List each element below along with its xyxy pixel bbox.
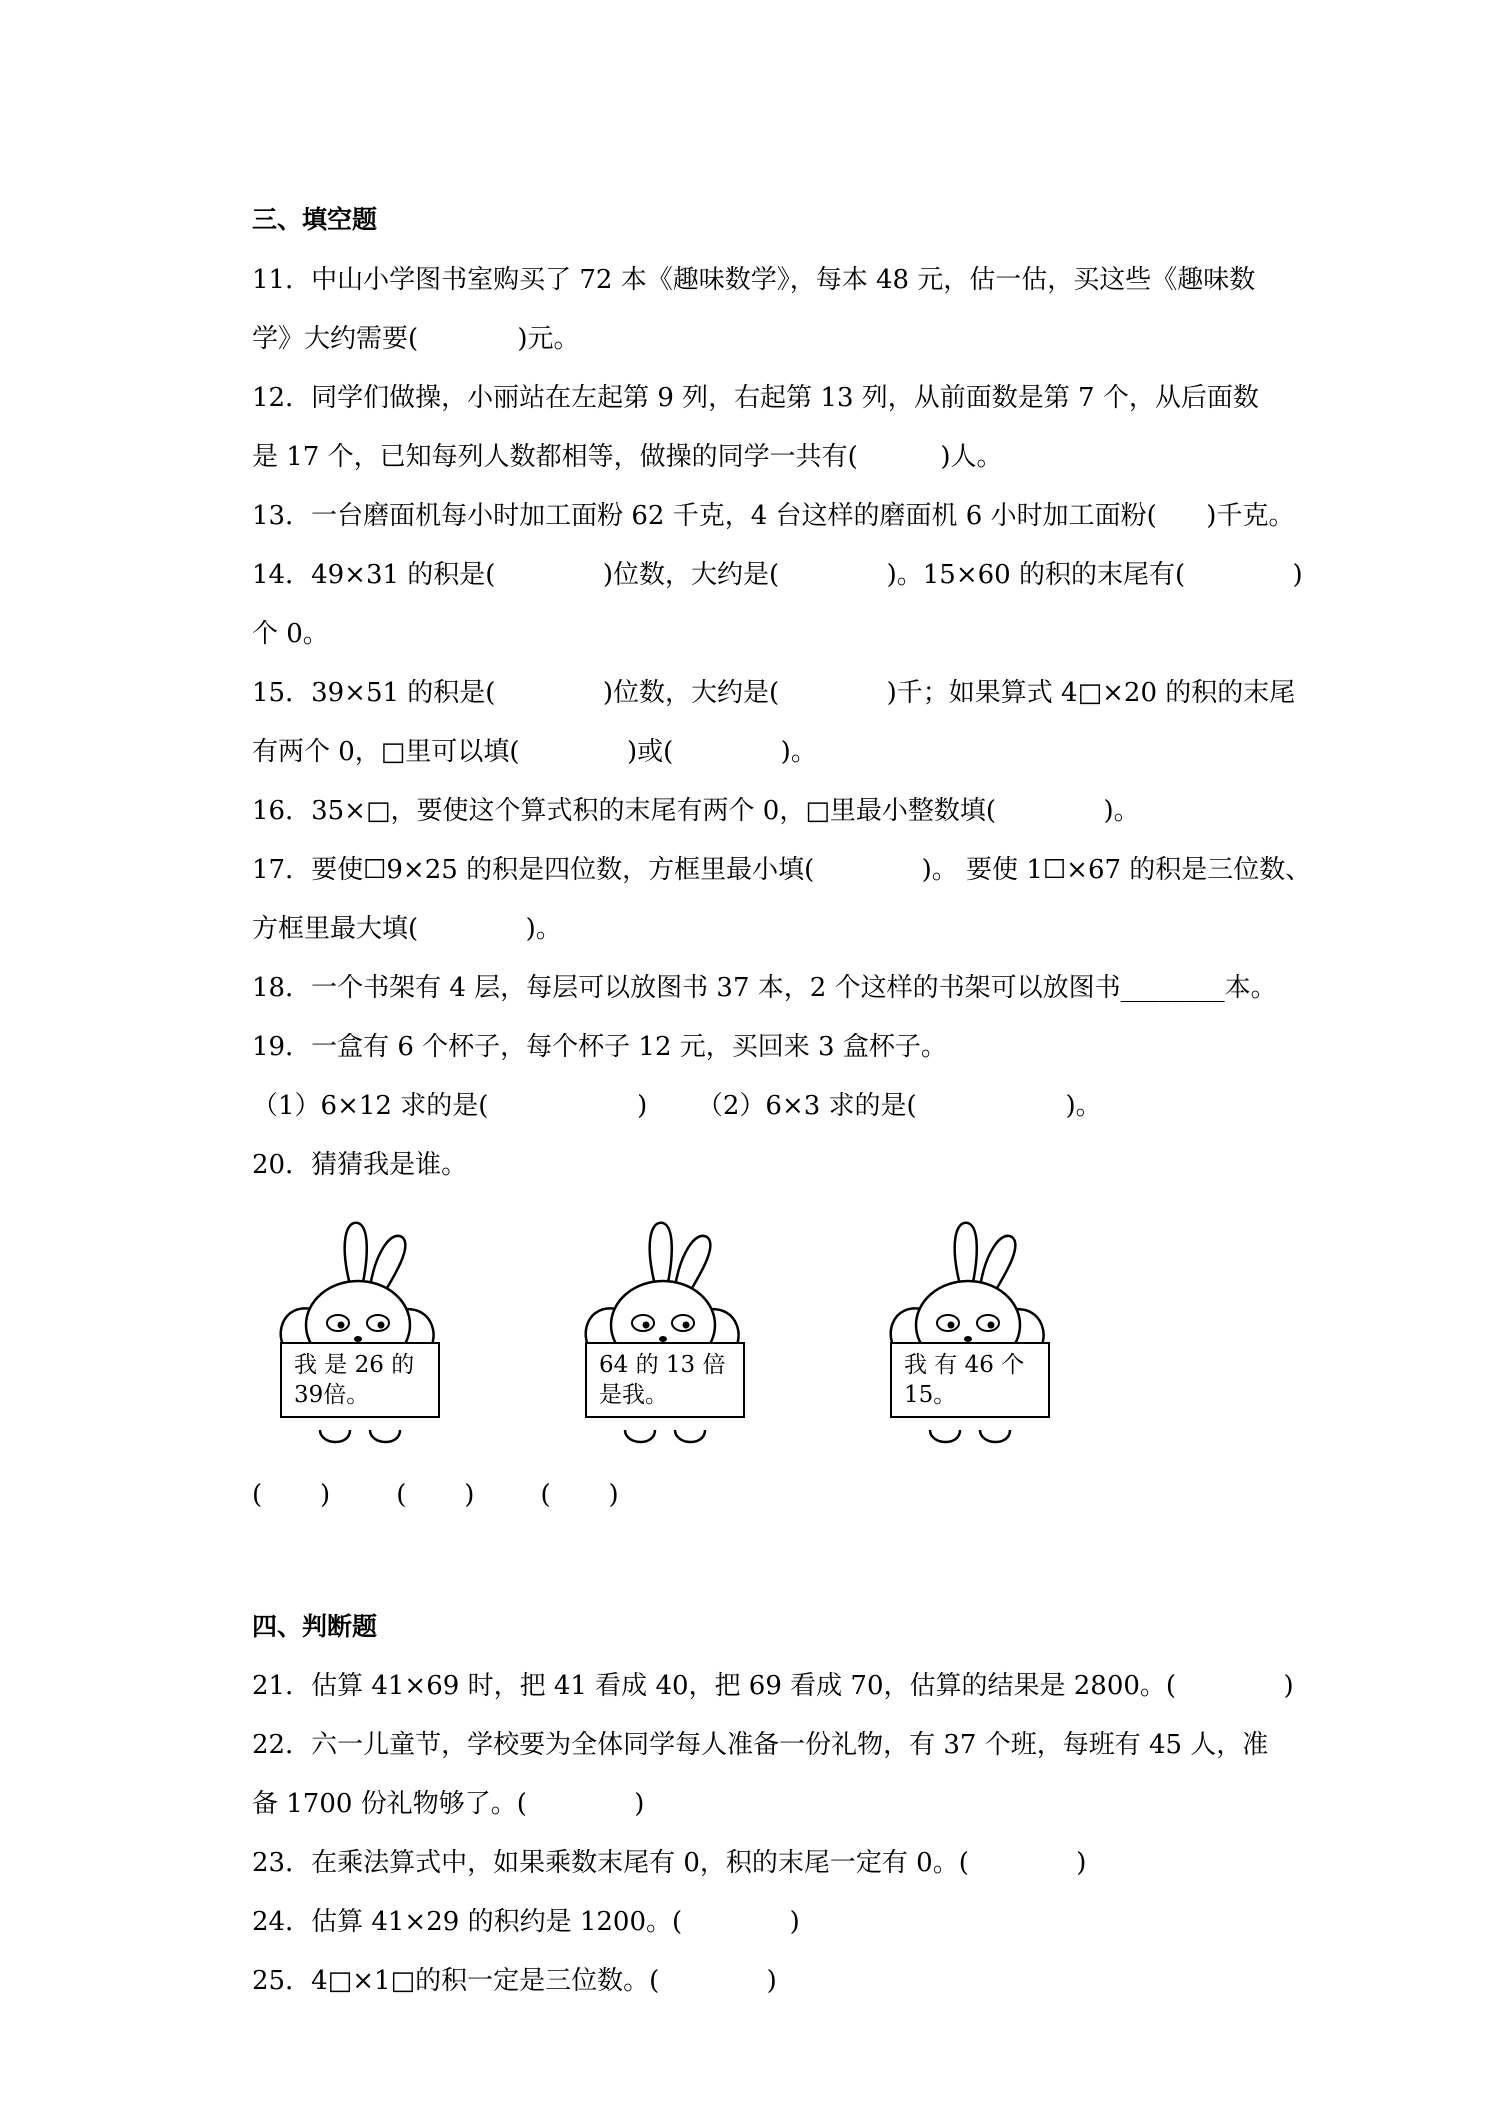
bunny-card-1-line-2: 39倍。: [294, 1382, 370, 1408]
section-heading-fill-blank: 三、填空题: [252, 205, 378, 234]
bunny-card-3: [890, 1342, 1050, 1418]
bunny-illustration-2: [555, 1215, 775, 1455]
bunny-card-2-line-2: 是我。: [599, 1382, 668, 1408]
question-22-line-1: 22．六一儿童节，学校要为全体同学每人准备一份礼物，有 37 个班，每班有 45 人，准: [252, 1730, 1269, 1760]
bunny-card-3-line-2: 15。: [904, 1382, 957, 1408]
question-17-line-1: 17．要使☐9×25 的积是四位数，方框里最小填( )。 要使 1☐×67 的积是三位数、: [252, 855, 1312, 885]
question-15-line-2: 有两个 0，□里可以填( )或( )。: [252, 737, 817, 767]
bunny-card-1: [280, 1342, 440, 1418]
bunny-card-2: [585, 1342, 745, 1418]
question-19: 19．一盒有 6 个杯子，每个杯子 12 元，买回来 3 盒杯子。: [252, 1032, 947, 1062]
section-heading-true-false: 四、判断题: [252, 1612, 378, 1641]
question-12-line-2: 是 17 个，已知每列人数都相等，做操的同学一共有( )人。: [252, 442, 1003, 472]
question-16: 16．35×□，要使这个算式积的末尾有两个 0，□里最小整数填( )。: [252, 796, 1140, 826]
bunny-card-1-line-1: 我 是 26 的: [294, 1352, 415, 1378]
question-19-subparts: （1）6×12 求的是( ) （2）6×3 求的是( )。: [252, 1091, 1102, 1121]
question-18: 18．一个书架有 4 层，每层可以放图书 37 本，2 个这样的书架可以放图书________本。: [252, 973, 1277, 1003]
question-21: 21．估算 41×69 时，把 41 看成 40，把 69 看成 70，估算的结果是 2800。( ): [252, 1671, 1294, 1701]
question-12-line-1: 12．同学们做操，小丽站在左起第 9 列，右起第 13 列，从前面数是第 7 个，从后面数: [252, 383, 1259, 413]
question-11-line-1: 11．中山小学图书室购买了 72 本《趣味数学》，每本 48 元，估一估，买这些《趣味数: [252, 265, 1256, 295]
question-20: 20．猜猜我是谁。: [252, 1150, 468, 1180]
question-24: 24．估算 41×29 的积约是 1200。( ): [252, 1907, 800, 1937]
bunny-icon: [250, 1215, 470, 1455]
question-11-line-2: 学》大约需要( )元。: [252, 324, 580, 354]
bunny-card-2-line-1: 64 的 13 倍: [599, 1352, 726, 1378]
question-14-line-2: 个 0。: [252, 619, 329, 649]
question-13: 13．一台磨面机每小时加工面粉 62 千克，4 台这样的磨面机 6 小时加工面粉( )千克。: [252, 501, 1295, 531]
question-14-line-1: 14．49×31 的积是( )位数，大约是( )。15×60 的积的末尾有( ): [252, 560, 1303, 590]
bunny-icon: [860, 1215, 1080, 1455]
bunny-illustration-3: [860, 1215, 1080, 1455]
question-20-answer-blanks: ( ) ( ) ( ): [252, 1480, 619, 1510]
question-15-line-1: 15．39×51 的积是( )位数，大约是( )千；如果算式 4□×20 的积的末尾: [252, 678, 1296, 708]
bunny-card-3-line-1: 我 有 46 个: [904, 1352, 1025, 1378]
question-23: 23．在乘法算式中，如果乘数末尾有 0，积的末尾一定有 0。( ): [252, 1848, 1087, 1878]
question-22-line-2: 备 1700 份礼物够了。( ): [252, 1789, 645, 1819]
question-25: 25．4□×1□的积一定是三位数。( ): [252, 1966, 777, 1996]
bunny-illustration-1: [250, 1215, 470, 1455]
bunny-icon: [555, 1215, 775, 1455]
question-17-line-2: 方框里最大填( )。: [252, 914, 562, 944]
